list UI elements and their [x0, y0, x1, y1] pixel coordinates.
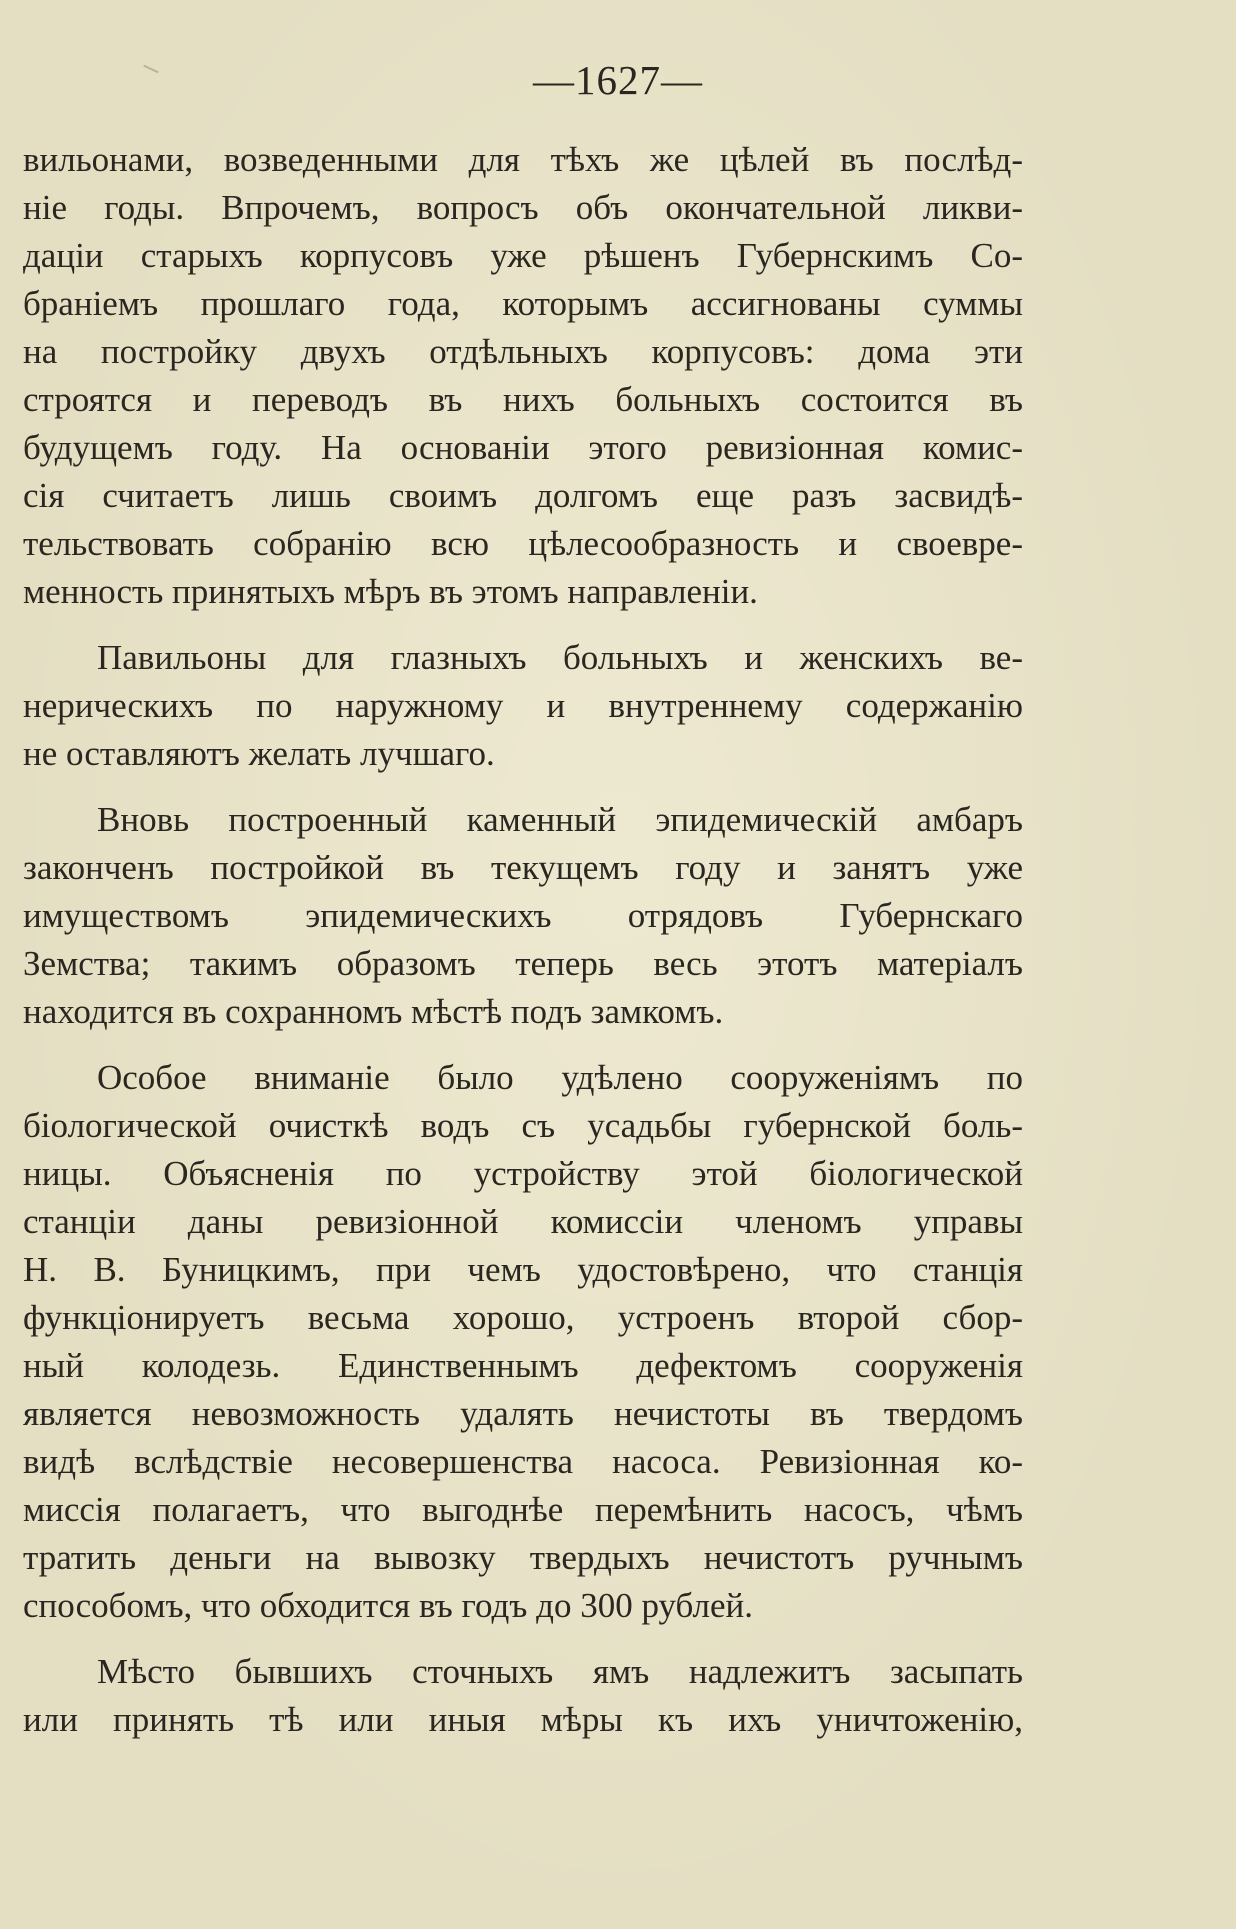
paragraph-3	[23, 796, 1023, 1036]
text-line: тельствовать собранію всю цѣлесообразность и своевре-	[23, 524, 1023, 563]
text-line: находится въ сохранномъ мѣстѣ подъ замкомъ.	[23, 992, 724, 1031]
text-line: Н. В. Буницкимъ, при чемъ удостовѣрено, что станція	[23, 1250, 1023, 1289]
text-line: станціи даны ревизіонной комиссіи членомъ управы	[23, 1202, 1023, 1241]
text-line: будущемъ году. На основаніи этого ревизіонная комис-	[23, 428, 1023, 467]
paragraph-1	[23, 136, 1023, 616]
text-line: сія считаетъ лишь своимъ долгомъ еще разъ засвидѣ-	[23, 476, 1023, 515]
text-line: способомъ, что обходится въ годъ до 300 рублей.	[23, 1586, 753, 1625]
page-number: —1627—	[533, 57, 703, 103]
paragraph-4	[23, 1054, 1023, 1630]
text-line: строятся и переводъ въ нихъ больныхъ состоится въ	[23, 380, 1023, 419]
text-line: браніемъ прошлаго года, которымъ ассигнованы суммы	[23, 284, 1023, 323]
text-line: Особое вниманіе было удѣлено сооруженіямъ по	[97, 1058, 1023, 1097]
text-line: даціи старыхъ корпусовъ уже рѣшенъ Губернскимъ Со-	[23, 236, 1023, 275]
text-line: законченъ постройкой въ текущемъ году и занятъ уже	[23, 848, 1023, 887]
text-line: вильонами, возведенными для тѣхъ же цѣлей въ послѣд-	[23, 140, 1023, 179]
text-line: не оставляютъ желать лучшаго.	[23, 734, 495, 773]
text-line: ницы. Объясненія по устройству этой біологической	[23, 1154, 1023, 1193]
text-line: Павильоны для глазныхъ больныхъ и женскихъ ве-	[97, 638, 1023, 677]
text-line: Вновь построенный каменный эпидемическій амбаръ	[97, 800, 1023, 839]
page-body	[23, 136, 1023, 1744]
text-line: на постройку двухъ отдѣльныхъ корпусовъ: дома эти	[23, 332, 1023, 371]
paragraph-2	[23, 634, 1023, 778]
text-line: ный колодезь. Единственнымъ дефектомъ сооруженія	[23, 1346, 1023, 1385]
text-line: ніе годы. Впрочемъ, вопросъ объ окончательной ликви-	[23, 188, 1023, 227]
text-line: миссія полагаетъ, что выгоднѣе перемѣнить насосъ, чѣмъ	[23, 1490, 1023, 1529]
text-line: или принять тѣ или иныя мѣры къ ихъ уничтоженію,	[23, 1700, 1023, 1739]
text-line: видѣ вслѣдствіе несовершенства насоса. Ревизіонная ко-	[23, 1442, 1023, 1481]
text-line: функціонируетъ весьма хорошо, устроенъ второй сбор-	[23, 1298, 1023, 1337]
text-line: біологической очисткѣ водъ съ усадьбы губернской боль-	[23, 1106, 1023, 1145]
text-line: нерическихъ по наружному и внутреннему содержанію	[23, 686, 1023, 725]
text-line: тратить деньги на вывозку твердыхъ нечистотъ ручнымъ	[23, 1538, 1023, 1577]
paragraph-5	[23, 1648, 1023, 1744]
text-line: Мѣсто бывшихъ сточныхъ ямъ надлежитъ засыпать	[97, 1652, 1023, 1691]
text-line: Земства; такимъ образомъ теперь весь этотъ матеріалъ	[23, 944, 1023, 983]
text-line: менность принятыхъ мѣръ въ этомъ направленіи.	[23, 572, 758, 611]
text-line: имуществомъ эпидемическихъ отрядовъ Губернскаго	[23, 896, 1023, 935]
text-line: является невозможность удалять нечистоты въ твердомъ	[23, 1394, 1023, 1433]
